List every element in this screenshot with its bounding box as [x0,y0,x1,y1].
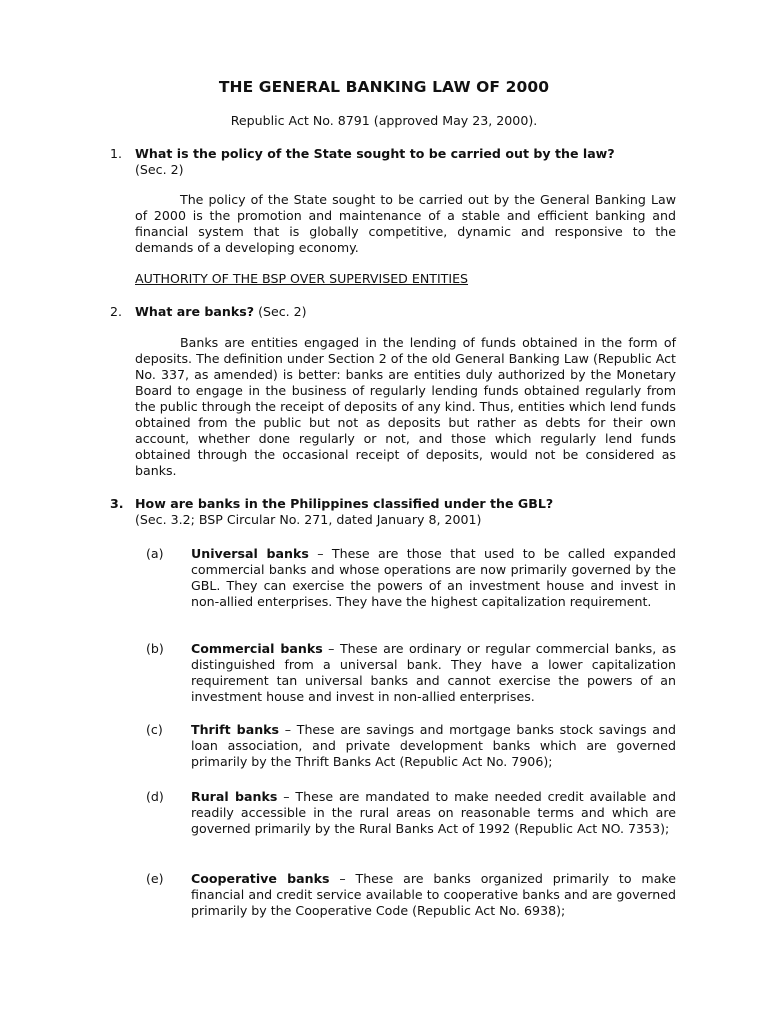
list-item-label: (d) [146,789,164,804]
list-item-label: (e) [146,871,164,886]
question-number: 1. [110,146,123,161]
document-subtitle: Republic Act No. 8791 (approved May 23, 2000). [230,113,538,128]
list-item-universal-banks [146,546,676,610]
question-text: What are banks? [135,304,255,319]
question-text: How are banks in the Philippines classified under the GBL? [135,496,554,511]
list-item-description: – These are banks organized primarily to make financial and credit service available to cooperative banks and are governed primarily by the Cooperative Code (Republic Act No. 6938); [191,871,676,918]
list-item-term: Commercial banks [191,641,323,656]
list-item-thrift-banks [146,722,676,770]
question-text: What is the policy of the State sought to be carried out by the law? [135,146,615,161]
question-1 [110,146,670,178]
question-number: 2. [110,304,123,319]
section-heading: AUTHORITY OF THE BSP OVER SUPERVISED ENTITIES [135,271,469,286]
list-item-term: Cooperative banks [191,871,330,886]
list-item-cooperative-banks [146,871,676,919]
question-reference: (Sec. 2) [258,304,307,319]
list-item-description: – These are ordinary or regular commercial banks, as distinguished from a universal bank. They have a lower capitalization requirement tan universal banks and cannot exercise the powers of an investment house and invest in non-allied enterprises. [191,641,677,704]
answer-2-paragraph: Banks are entities engaged in the lending of funds obtained in the form of deposits. The definition under Section 2 of the old General Banking Law (Republic Act No. 337, as amended) is better: banks are entities duly authorized by the Monetary Board to engage in the business of regularly lending funds obtained regularly from the public through the receipt of deposits of any kind. Thus, entities which lend funds obtained from the public but not as deposits but rather as debts for their own account, whether done regularly or not, and those which regularly lend funds obtained through the occasional receipt of deposits, would not be considered as banks. [135,335,676,478]
list-item-label: (c) [146,722,163,737]
question-2 [110,304,670,320]
question-reference: (Sec. 3.2; BSP Circular No. 271, dated January 8, 2001) [135,512,482,527]
list-item-term: Rural banks [191,789,278,804]
list-item-label: (a) [146,546,164,561]
question-number: 3. [110,496,124,511]
list-item-label: (b) [146,641,164,656]
list-item-commercial-banks [146,641,676,705]
list-item-description: – These are those that used to be called expanded commercial banks and whose operations are now primarily governed by the GBL. They can exercise the powers of an investment house and invest in non-allied enterprises. They have the highest capitalization requirement. [191,546,676,609]
question-reference: (Sec. 2) [135,162,184,177]
document-title: THE GENERAL BANKING LAW OF 2000 [218,78,550,96]
list-item-term: Thrift banks [191,722,280,737]
answer-1-paragraph: The policy of the State sought to be carried out by the General Banking Law of 2000 is the promotion and maintenance of a stable and efficient banking and financial system that is globally competitive, dynamic and responsive to the demands of a developing economy. [135,192,676,255]
list-item-description: – These are mandated to make needed credit available and readily accessible in the rural areas on reasonable terms and which are governed primarily by the Rural Banks Act of 1992 (Republic Act NO. 7353); [191,789,676,836]
question-3 [110,496,670,528]
list-item-description: – These are savings and mortgage banks stock savings and loan association, and private development banks which are governed primarily by the Thrift Banks Act (Republic Act No. 7906); [191,722,676,769]
list-item-term: Universal banks [191,546,309,561]
list-item-rural-banks [146,789,676,837]
